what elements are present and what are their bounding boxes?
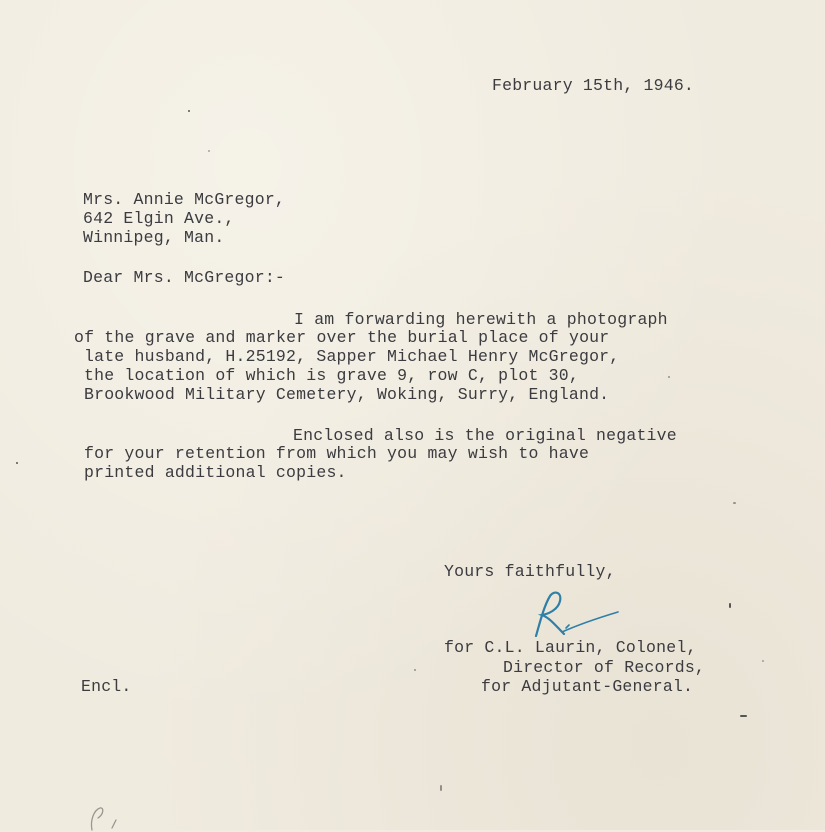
signature-line: for C.L. Laurin, Colonel, xyxy=(444,638,697,657)
signature-line: for Adjutant-General. xyxy=(481,677,694,696)
salutation: Dear Mrs. McGregor:- xyxy=(83,268,286,287)
paragraph-line: I am forwarding herewith a photograph xyxy=(294,310,668,329)
paper-speck xyxy=(16,462,18,464)
paper-speck xyxy=(188,110,190,112)
address-line: 642 Elgin Ave., xyxy=(83,209,235,228)
paper-speck xyxy=(440,785,442,791)
paragraph-line: Brookwood Military Cemetery, Woking, Surry, England. xyxy=(84,385,610,404)
paragraph-line: for your retention from which you may wish to have xyxy=(84,444,590,463)
enclosure-note: Encl. xyxy=(81,677,132,696)
paragraph-line: printed additional copies. xyxy=(84,463,347,482)
paper-speck xyxy=(668,376,670,378)
address-line: Mrs. Annie McGregor, xyxy=(83,190,286,209)
paragraph-line: the location of which is grave 9, row C, plot 30, xyxy=(84,366,579,385)
letter-date: February 15th, 1946. xyxy=(492,76,695,95)
paper-speck xyxy=(414,669,416,671)
pencil-mark xyxy=(86,802,136,832)
paragraph-line: of the grave and marker over the burial place of your xyxy=(74,328,610,347)
paragraph-line: Enclosed also is the original negative xyxy=(293,426,677,445)
paper-speck xyxy=(729,603,731,608)
paper-speck xyxy=(762,660,764,662)
closing: Yours faithfully, xyxy=(444,562,616,581)
paper-speck xyxy=(208,150,210,152)
address-line: Winnipeg, Man. xyxy=(83,228,225,247)
paper-speck xyxy=(740,715,747,717)
signature-line: Director of Records, xyxy=(503,658,706,677)
paper-speck xyxy=(733,502,736,504)
paragraph-line: late husband, H.25192, Sapper Michael Henry McGregor, xyxy=(84,347,620,366)
